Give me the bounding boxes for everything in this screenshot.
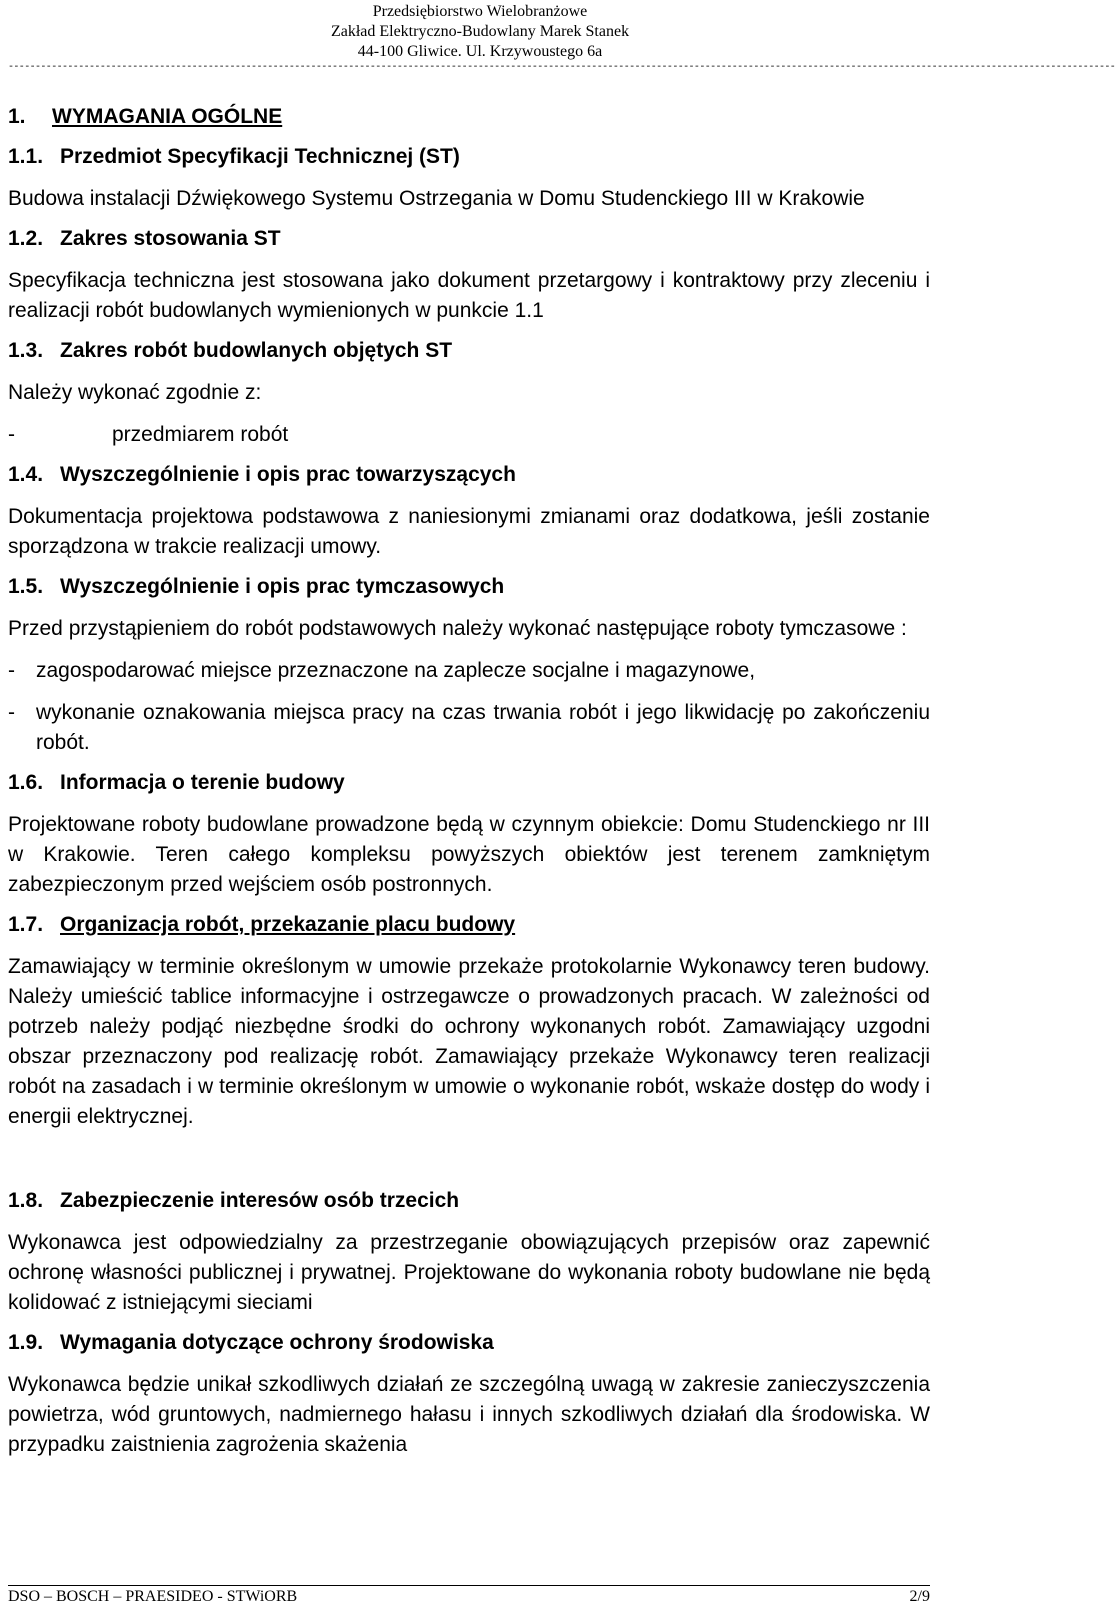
subsection-heading-1-7 bbox=[8, 912, 930, 938]
paragraph: Przed przystąpieniem do robót podstawowych należy wykonać następujące roboty tymczasowe : bbox=[8, 617, 907, 640]
page-number: 2/9 bbox=[909, 1588, 930, 1605]
paragraph: Wykonawca jest odpowiedzialny za przestrzeganie obowiązujących przepisów oraz zapewnić ochronę własności publicznej i prywatnej. Projektowane do wykonania roboty budowlane nie będą kolidować z istniejącymi sieciami bbox=[8, 1231, 930, 1314]
list-item-text: wykonanie oznakowania miejsca pracy na czas trwania robót i jego likwidację po zakończeniu robót. bbox=[36, 701, 930, 754]
document-body bbox=[8, 104, 930, 1472]
subsection-heading-1-5 bbox=[8, 574, 930, 600]
document-footer bbox=[8, 1585, 930, 1608]
section-title: WYMAGANIA OGÓLNE bbox=[52, 105, 283, 128]
paragraph: Dokumentacja projektowa podstawowa z naniesionymi zmianami oraz dodatkowa, jeśli zostanie sporządzona w trakcie realizacji umowy. bbox=[8, 505, 930, 558]
list-item bbox=[8, 698, 930, 758]
paragraph: Należy wykonać zgodnie z: bbox=[8, 381, 262, 404]
subsection-number: 1.4. bbox=[8, 463, 44, 486]
spacer bbox=[8, 1144, 930, 1188]
subsection-number: 1.1. bbox=[8, 145, 44, 168]
list-dash: - bbox=[8, 423, 15, 446]
list-item-text: zagospodarować miejsce przeznaczone na zaplecze socjalne i magazynowe, bbox=[36, 659, 756, 682]
subsection-heading-1-6 bbox=[8, 770, 930, 796]
subsection-heading-1-4 bbox=[8, 462, 930, 488]
subsection-heading-1-9 bbox=[8, 1330, 930, 1356]
subsection-title: Wymagania dotyczące ochrony środowiska bbox=[60, 1331, 494, 1354]
section-number: 1. bbox=[8, 105, 26, 128]
subsection-number: 1.9. bbox=[8, 1331, 44, 1354]
company-subname: Zakład Elektryczno-Budowlany Marek Stanek bbox=[330, 23, 630, 40]
subsection-heading-1-1 bbox=[8, 144, 930, 170]
paragraph: Projektowane roboty budowlane prowadzone będą w czynnym obiekcie: Domu Studenckiego nr III w Krakowie. Teren całego kompleksu powyższych obiektów jest terenem zamkniętym zabezpieczonym przed wejściem osób postronnych. bbox=[8, 813, 930, 896]
section-heading-1 bbox=[8, 104, 930, 130]
paragraph: Wykonawca będzie unikał szkodliwych działań ze szczególną uwagą w zakresie zanieczyszczenia powietrza, wód gruntowych, nadmiernego hałasu i innych szkodliwych działań dla środowiska. W przypadku zaistnienia zagrożenia skażenia bbox=[8, 1373, 930, 1456]
document-header bbox=[0, 0, 960, 62]
header-separator: ------------------------------------------------------------------------------------------------------------------------------------------------------------------------------------------------------------- bbox=[8, 62, 1115, 73]
subsection-title: Przedmiot Specyfikacji Technicznej (ST) bbox=[60, 145, 460, 168]
subsection-heading-1-3 bbox=[8, 338, 930, 364]
subsection-number: 1.5. bbox=[8, 575, 44, 598]
paragraph: Budowa instalacji Dźwiękowego Systemu Ostrzegania w Domu Studenckiego III w Krakowie bbox=[8, 187, 865, 210]
list-dash: - bbox=[8, 701, 15, 724]
list-item-text: przedmiarem robót bbox=[112, 423, 289, 446]
subsection-title: Organizacja robót, przekazanie placu budowy bbox=[60, 913, 516, 936]
list-dash: - bbox=[8, 659, 15, 682]
subsection-heading-1-2 bbox=[8, 226, 930, 252]
subsection-number: 1.7. bbox=[8, 913, 44, 936]
subsection-number: 1.8. bbox=[8, 1189, 44, 1212]
subsection-title: Zabezpieczenie interesów osób trzecich bbox=[60, 1189, 460, 1212]
list-item bbox=[8, 420, 930, 450]
paragraph: Zamawiający w terminie określonym w umowie przekaże protokolarnie Wykonawcy teren budowy. Należy umieścić tablice informacyjne i ostrzegawcze o prowadzonych pracach. W zależności od potrzeb należy podjąć niezbędne środki do ochrony wykonanych robót. Zamawiający uzgodni obszar przeznaczony pod realizację robót. Zamawiający przekaże Wykonawcy teren realizacji robót na zasadach i w terminie określonym w umowie o wykonanie robót, wskaże dostęp do wody i energii elektrycznej. bbox=[8, 955, 930, 1128]
footer-document-id: DSO – BOSCH – PRAESIDEO - STWiORB bbox=[8, 1588, 298, 1605]
company-name: Przedsiębiorstwo Wielobranżowe bbox=[372, 3, 588, 20]
paragraph: Specyfikacja techniczna jest stosowana jako dokument przetargowy i kontraktowy przy zleceniu i realizacji robót budowlanych wymienionych w punkcie 1.1 bbox=[8, 269, 930, 322]
subsection-title: Zakres stosowania ST bbox=[60, 227, 281, 250]
subsection-number: 1.3. bbox=[8, 339, 44, 362]
subsection-number: 1.6. bbox=[8, 771, 44, 794]
company-address: 44-100 Gliwice. Ul. Krzywoustego 6a bbox=[357, 43, 603, 60]
subsection-title: Wyszczególnienie i opis prac towarzyszących bbox=[60, 463, 516, 486]
list-item bbox=[8, 656, 930, 686]
subsection-title: Informacja o terenie budowy bbox=[60, 771, 345, 794]
subsection-number: 1.2. bbox=[8, 227, 44, 250]
subsection-title: Zakres robót budowlanych objętych ST bbox=[60, 339, 453, 362]
subsection-heading-1-8 bbox=[8, 1188, 930, 1214]
subsection-title: Wyszczególnienie i opis prac tymczasowych bbox=[60, 575, 505, 598]
